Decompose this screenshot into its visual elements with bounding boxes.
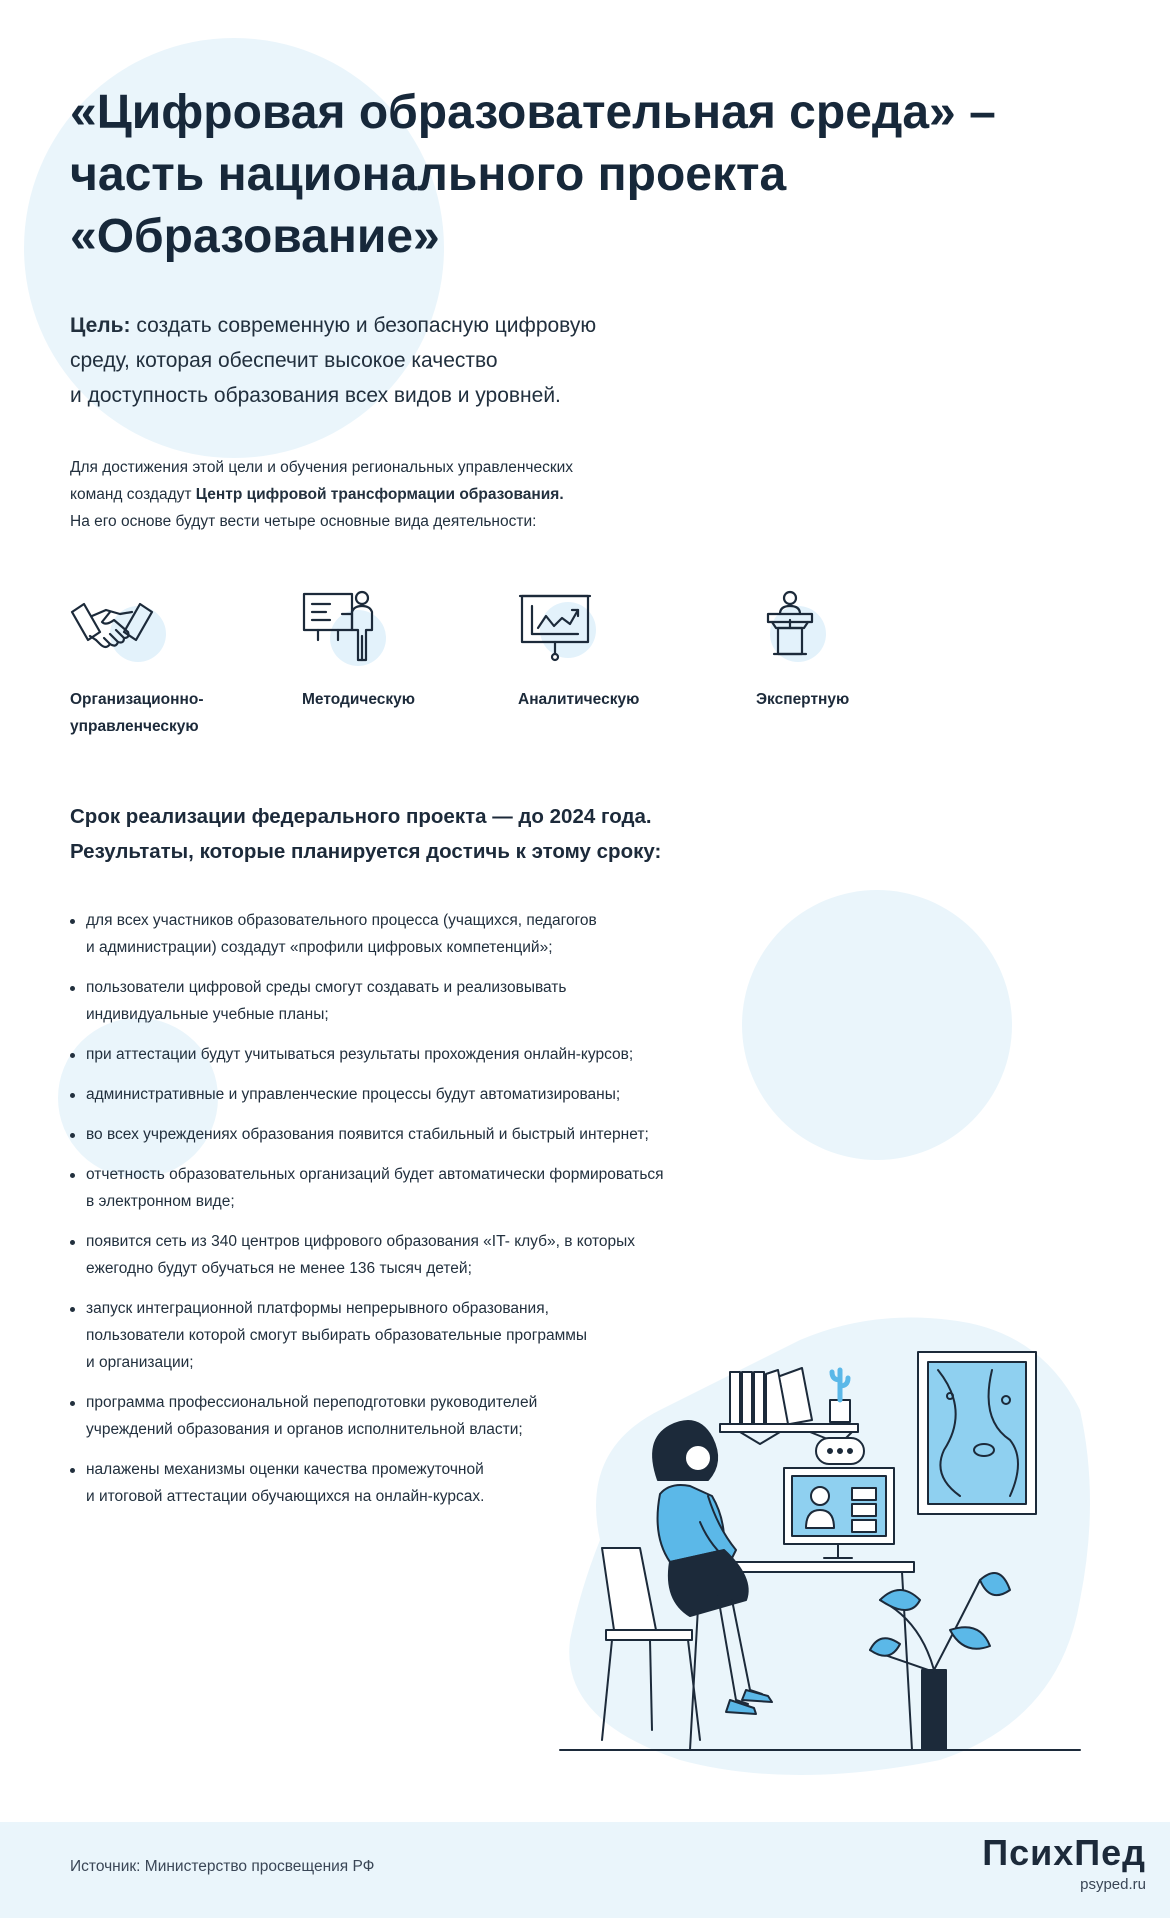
list-item-text: при аттестации будут учитываться результаты прохождения онлайн-курсов; — [86, 1046, 634, 1063]
activity-label-line: Аналитическую — [518, 691, 640, 708]
activity-analytical — [518, 590, 640, 708]
activity-organizational — [70, 590, 204, 735]
activity-label-line: Организационно- — [70, 691, 204, 708]
activity-label-line: управленческую — [70, 718, 199, 735]
activity-methodical — [302, 590, 415, 708]
list-item-text: и итоговой аттестации обучающихся на онлайн-курсах. — [86, 1488, 485, 1505]
title-line: «Цифровая образовательная среда» – — [70, 86, 996, 139]
activity-label-line: Методическую — [302, 691, 415, 708]
list-item-text: пользователи цифровой среды смогут создавать и реализовывать — [86, 979, 567, 996]
bullet-icon — [70, 1468, 75, 1473]
activity-label-line: Экспертную — [756, 691, 850, 708]
list-item-text: ежегодно будут обучаться не менее 136 тысяч детей; — [86, 1260, 472, 1277]
bullet-icon — [70, 1401, 75, 1406]
presenter-board-icon — [302, 590, 392, 670]
list-item-text: индивидуальные учебные планы; — [86, 1006, 329, 1023]
list-item — [70, 1121, 770, 1148]
list-item-text: появится сеть из 340 центров цифрового образования «IT- клуб», в которых — [86, 1233, 636, 1250]
title-line: «Образование» — [70, 210, 440, 263]
intro-text: На его основе будут вести четыре основные вида деятельности: — [70, 513, 537, 530]
activity-label — [756, 686, 956, 713]
logo-text: ПсихПед — [982, 1832, 1146, 1873]
list-item-text: пользователи которой смогут выбирать образовательные программы — [86, 1327, 588, 1344]
brand-logo[interactable] — [982, 1832, 1146, 1893]
list-item — [70, 907, 770, 961]
list-item-text: и организации; — [86, 1354, 194, 1371]
activity-label — [70, 686, 270, 740]
list-item-text: в электронном виде; — [86, 1193, 235, 1210]
analytics-chart-icon — [518, 590, 608, 670]
background-blob-right — [742, 890, 1012, 1160]
speaker-podium-icon — [756, 590, 846, 670]
bullet-icon — [70, 1053, 75, 1058]
deadline-line: Срок реализации федерального проекта — до 2024 года. — [70, 805, 652, 828]
bullet-icon — [70, 986, 75, 991]
goal-paragraph — [70, 308, 710, 413]
list-item-text: программа профессиональной переподготовки руководителей — [86, 1394, 538, 1411]
list-item — [70, 1161, 770, 1215]
list-item — [70, 1081, 770, 1108]
deadline-heading — [70, 799, 870, 869]
bullet-icon — [70, 919, 75, 924]
goal-text: среду, которая обеспечит высокое качество — [70, 349, 498, 372]
list-item-text: учреждений образования и органов исполнительной власти; — [86, 1421, 523, 1438]
title-line: часть национального проекта — [70, 148, 787, 201]
bullet-icon — [70, 1240, 75, 1245]
bullet-icon — [70, 1133, 75, 1138]
bullet-icon — [70, 1307, 75, 1312]
list-item — [70, 974, 770, 1028]
activity-label — [302, 686, 502, 713]
list-item-text: и администрации) создадут «профили цифровых компетенций»; — [86, 939, 553, 956]
page-title — [70, 82, 1070, 268]
bullet-icon — [70, 1173, 75, 1178]
list-item — [70, 1228, 770, 1282]
list-item-text: отчетность образовательных организаций будет автоматически формироваться — [86, 1166, 664, 1183]
handshake-icon — [70, 590, 160, 670]
activity-expert — [756, 590, 850, 708]
list-item-text: во всех учреждениях образования появится стабильный и быстрый интернет; — [86, 1126, 649, 1143]
bullet-icon — [70, 1093, 75, 1098]
intro-text: Для достижения этой цели и обучения региональных управленческих — [70, 459, 574, 476]
goal-text: создать современную и безопасную цифровую — [130, 314, 597, 337]
source-note: Источник: Министерство просвещения РФ — [70, 1858, 375, 1875]
list-item-text: запуск интеграционной платформы непрерывного образования, — [86, 1300, 549, 1317]
list-item-text: налажены механизмы оценки качества промежуточной — [86, 1461, 484, 1478]
intro-paragraph — [70, 454, 710, 535]
intro-text: команд создадут — [70, 486, 196, 503]
online-learning-illustration — [540, 1300, 1100, 1780]
logo-url[interactable]: psyped.ru — [1080, 1876, 1146, 1893]
goal-text: и доступность образования всех видов и уровней. — [70, 384, 561, 407]
list-item-text: административные и управленческие процессы будут автоматизированы; — [86, 1086, 621, 1103]
goal-label: Цель: — [70, 314, 131, 337]
list-item-text: для всех участников образовательного процесса (учащихся, педагогов — [86, 912, 597, 929]
center-name: Центр цифровой трансформации образования. — [195, 486, 564, 503]
list-item — [70, 1041, 770, 1068]
deadline-line: Результаты, которые планируется достичь к этому сроку: — [70, 840, 662, 863]
activity-label — [518, 686, 718, 713]
